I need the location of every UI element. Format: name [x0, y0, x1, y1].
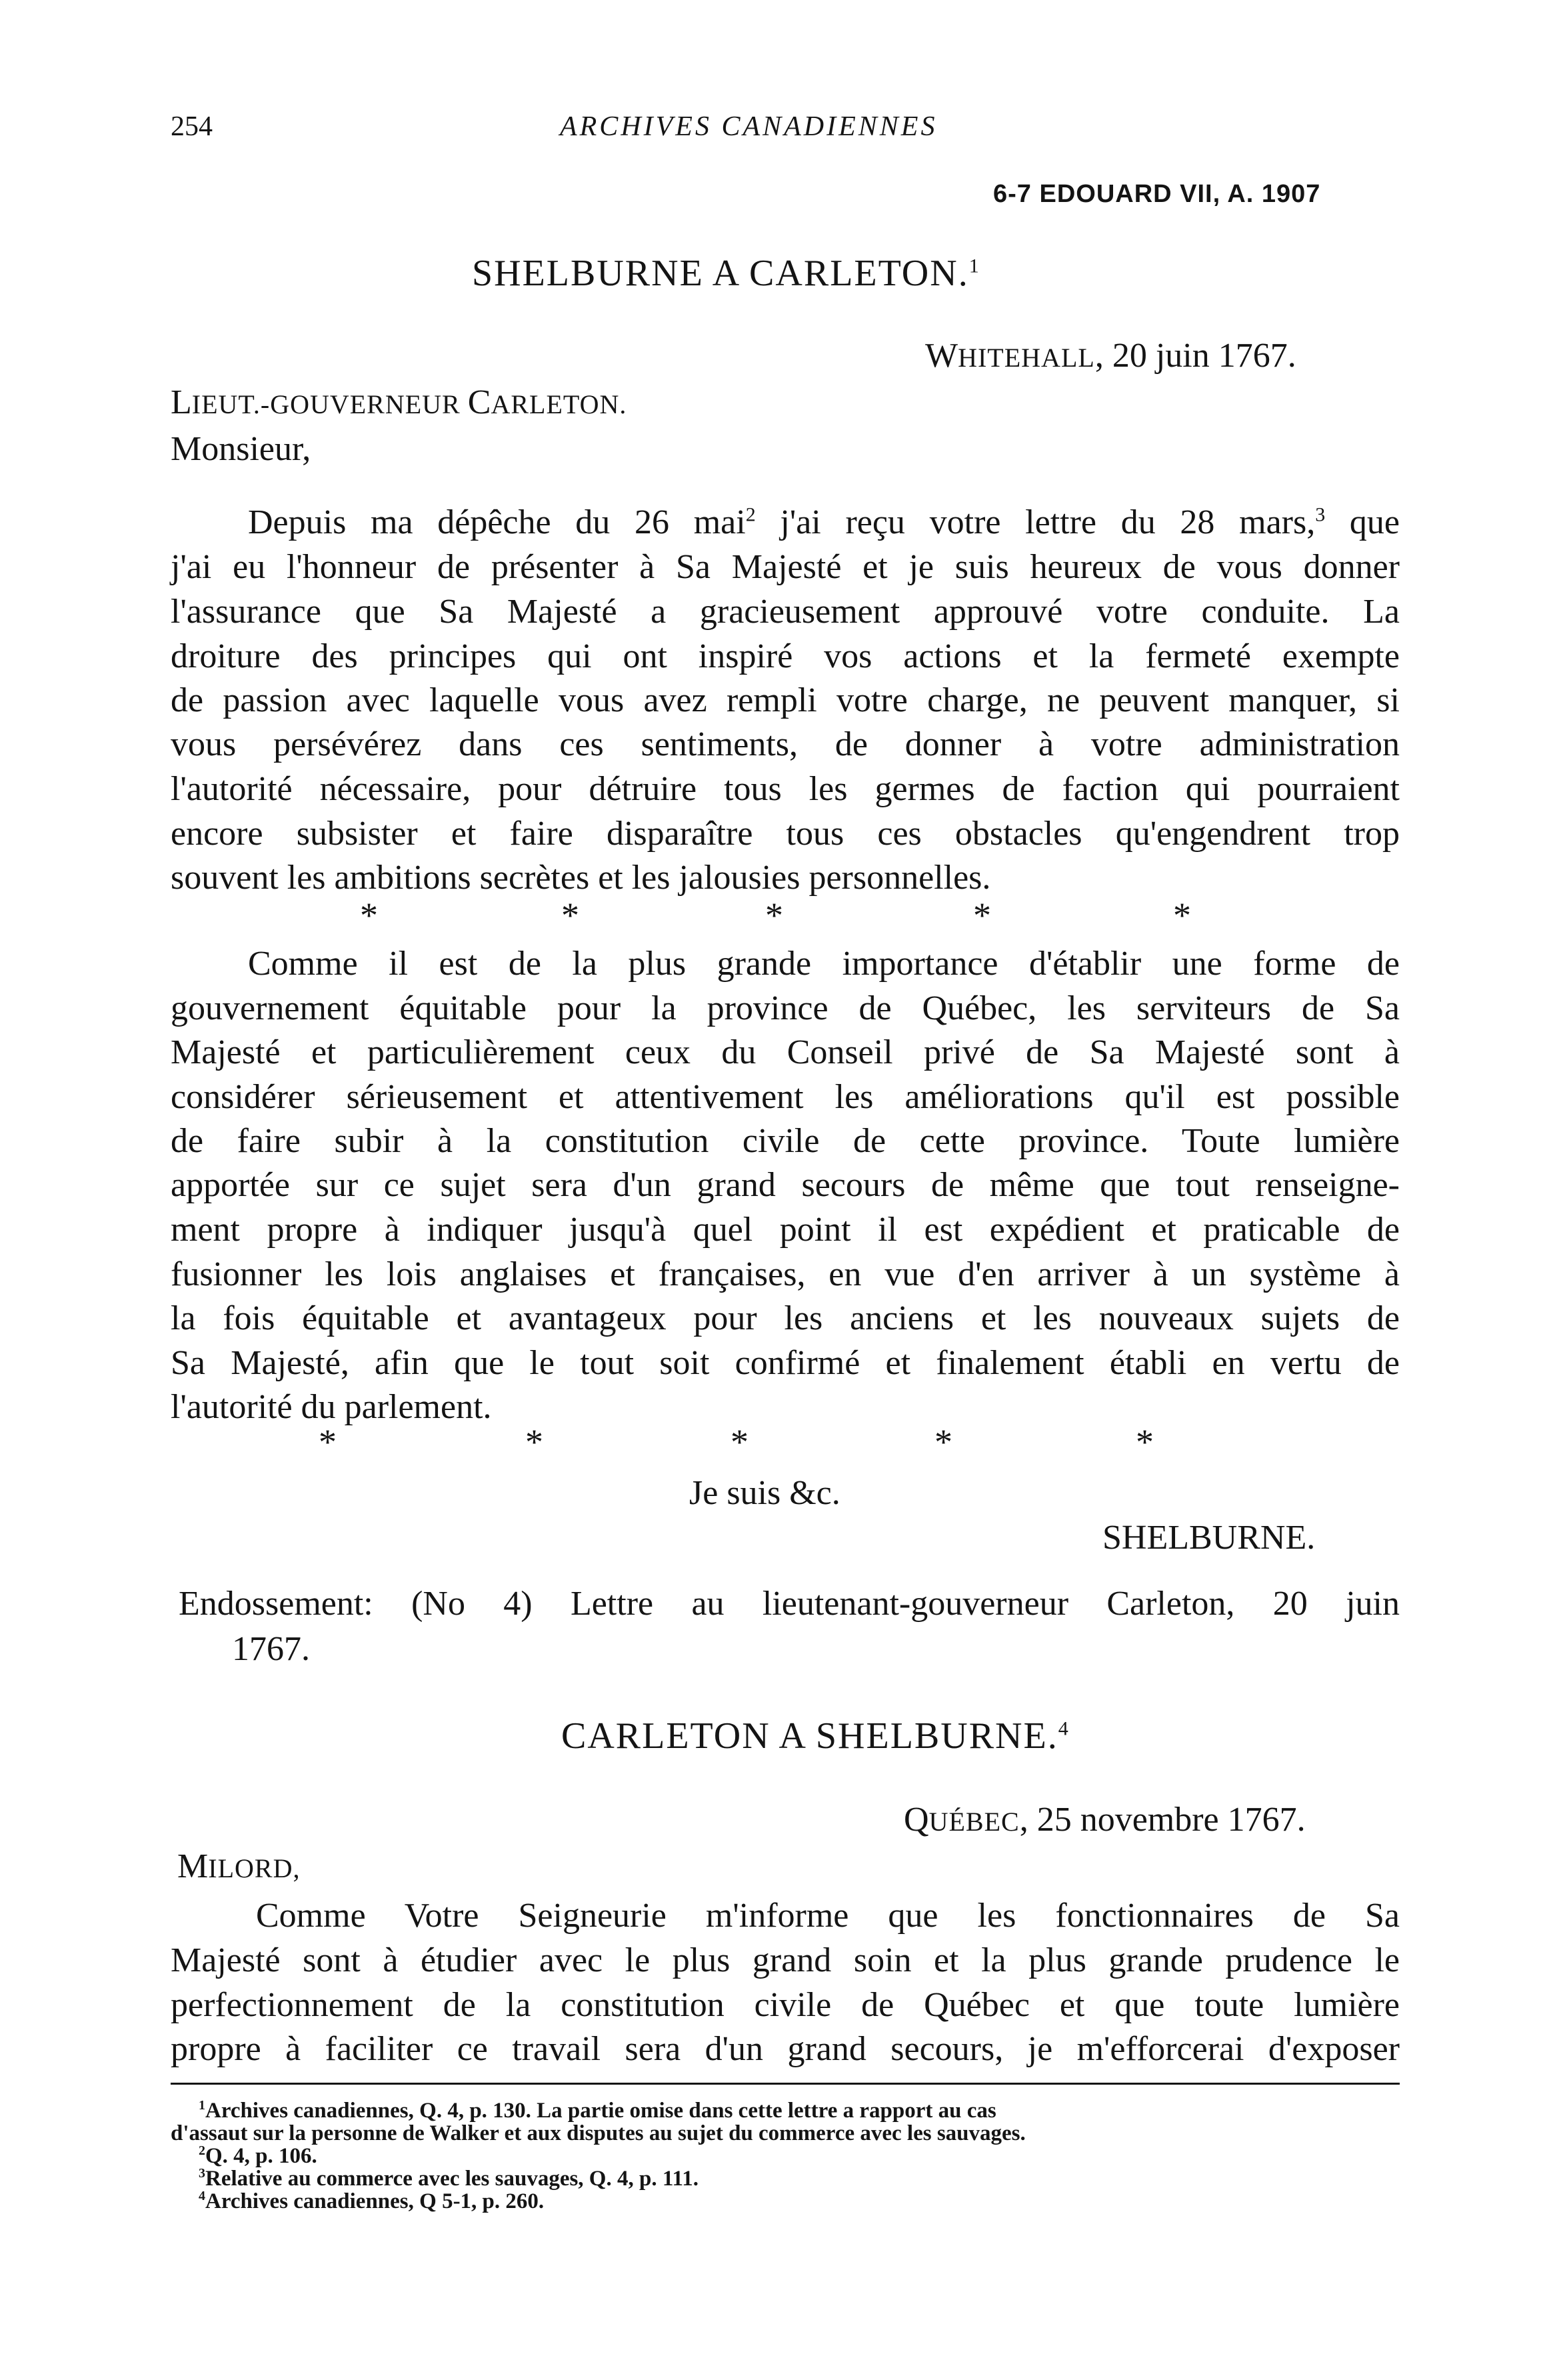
- text-line: la fois équitable et avantageux pour les anciens et les nouveaux sujets de: [171, 1299, 1400, 1337]
- closing: Je suis &c.: [689, 1474, 840, 1512]
- footnote-ref: 1: [968, 255, 980, 277]
- text-line: Majesté sont à étudier avec le plus grand soin et la plus grande prudence le: [171, 1941, 1400, 1979]
- text-line: considérer sérieusement et attentivement les améliorations qu'il est possible: [171, 1078, 1400, 1116]
- star: *: [765, 895, 783, 935]
- session-label: 6-7 EDOUARD VII, A. 1907: [993, 180, 1321, 208]
- text-line: fusionner les lois anglaises et françaises, en vue d'en arriver à un système à: [171, 1255, 1400, 1293]
- text-line: l'autorité du parlement.: [171, 1388, 492, 1426]
- text-line: encore subsister et faire disparaître tous ces obstacles qu'engendrent trop: [171, 815, 1400, 853]
- letter1-place-date: WHITEHALL, 20 juin 1767.: [925, 337, 1296, 375]
- letter2-place-date: QUÉBEC, 25 novembre 1767.: [904, 1801, 1306, 1839]
- text-line: Comme Votre Seigneurie m'informe que les fonctionnaires de Sa: [256, 1897, 1400, 1935]
- letter1-addressee: LIEUT.-GOUVERNEUR CARLETON.: [171, 383, 627, 421]
- star: *: [934, 1422, 952, 1462]
- star: *: [360, 895, 378, 935]
- footnote-3: $^3$Relative au commerce avec les sauvages, Q. 4, p. 111.: [199, 2166, 699, 2191]
- text-line: propre à faciliter ce travail sera d'un grand secours, je m'efforcerai d'exposer: [171, 2030, 1400, 2068]
- text-line: Depuis ma dépêche du 26 mai$^2$ j'ai reçu votre lettre du 28 mars,$^3$ que: [248, 503, 1400, 541]
- letter2-title: [561, 1715, 1070, 1757]
- star: *: [1173, 895, 1191, 935]
- text-line: de faire subir à la constitution civile de cette province. Toute lumière: [171, 1122, 1400, 1160]
- text-line: vous persévérez dans ces sentiments, de donner à votre administration: [171, 725, 1400, 763]
- letter1-title-text: SHELBURNE A CARLETON.: [472, 253, 969, 294]
- footnote-1-cont: d'assaut sur la personne de Walker et aux disputes au sujet du commerce avec les sauvages.: [171, 2121, 1026, 2145]
- running-title: ARCHIVES CANADIENNES: [560, 111, 938, 142]
- letter2-title-text: CARLETON A SHELBURNE.: [561, 1715, 1058, 1757]
- text-line: j'ai eu l'honneur de présenter à Sa Majesté et je suis heureux de vous donner: [171, 548, 1400, 586]
- footnote-rule: [171, 2083, 1400, 2085]
- text-line: souvent les ambitions secrètes et les jalousies personnelles.: [171, 859, 991, 897]
- text-line: Comme il est de la plus grande importance d'établir une forme de: [248, 945, 1400, 983]
- footnote-4: $^4$Archives canadiennes, Q 5-1, p. 260.: [199, 2189, 545, 2213]
- star: *: [525, 1422, 543, 1462]
- letter1-title: [472, 252, 980, 295]
- star: *: [973, 895, 991, 935]
- text-line: Endossement: (No 4) Lettre au lieutenant-gouverneur Carleton, 20 juin: [179, 1585, 1400, 1623]
- text-line: l'assurance que Sa Majesté a gracieusement approuvé votre conduite. La: [171, 593, 1400, 631]
- footnote-2: $^2$Q. 4, p. 106.: [199, 2143, 317, 2168]
- text-line: gouvernement équitable pour la province de Québec, les serviteurs de Sa: [171, 989, 1400, 1027]
- text-line: de passion avec laquelle vous avez rempli votre charge, ne peuvent manquer, si: [171, 681, 1400, 719]
- footnote-ref: 4: [1058, 1717, 1070, 1740]
- star: *: [319, 1422, 337, 1462]
- text-line: perfectionnement de la constitution civile de Québec et que toute lumière: [171, 1986, 1400, 2024]
- text-line: l'autorité nécessaire, pour détruire tous les germes de faction qui pourraient: [171, 770, 1400, 808]
- text-line: Majesté et particulièrement ceux du Conseil privé de Sa Majesté sont à: [171, 1033, 1400, 1071]
- text-line: Sa Majesté, afin que le tout soit confirmé et finalement établi en vertu de: [171, 1344, 1400, 1382]
- text-line: ment propre à indiquer jusqu'à quel point il est expédient et praticable de: [171, 1211, 1400, 1249]
- star: *: [561, 895, 579, 935]
- letter1-salutation: Monsieur,: [171, 430, 311, 468]
- star: *: [1136, 1422, 1154, 1462]
- letter2-salutation: MILORD,: [177, 1847, 301, 1885]
- text-line: 1767.: [232, 1630, 310, 1668]
- footnote-1: $^1$Archives canadiennes, Q. 4, p. 130. La partie omise dans cette lettre a rapport au cas: [199, 2098, 996, 2123]
- star: *: [731, 1422, 749, 1462]
- signature: SHELBURNE.: [1102, 1519, 1316, 1557]
- text-line: droiture des principes qui ont inspiré vos actions et la fermeté exempte: [171, 637, 1400, 675]
- page-number: 254: [171, 111, 213, 142]
- text-line: apportée sur ce sujet sera d'un grand secours de même que tout renseigne-: [171, 1166, 1400, 1204]
